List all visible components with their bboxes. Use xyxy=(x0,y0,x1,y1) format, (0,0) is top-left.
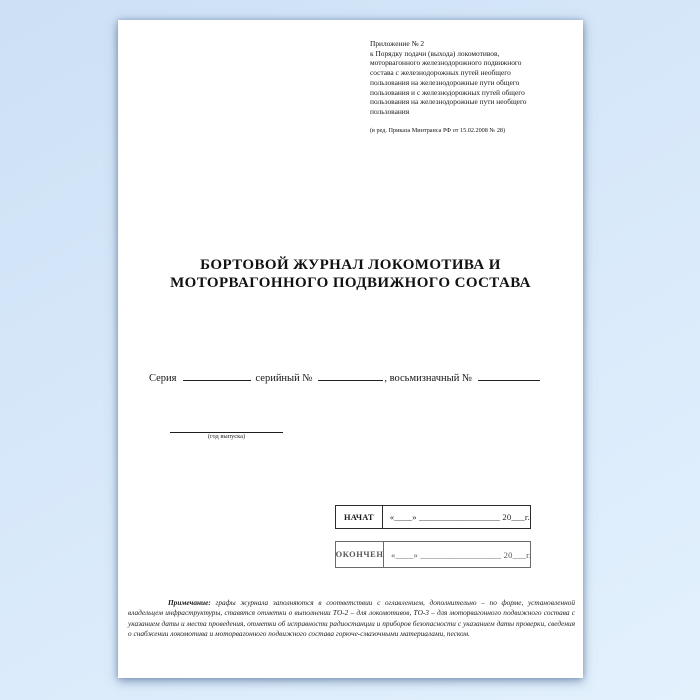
footnote-text: графы журнала заполняются в соответствии с оглавлением, дополнительно – по форме, установленной владельцем инфраструктуры, ставятся отметки о выполнении ТО-2 – для локомотивов, ТО-3 – для моторвагонного подвижного состава с указанием даты и места проведения, отметки об исправности радиостанции и приборов безопасности с указанием даты проверки, сведения о снабжении локомотива и моторвагонного подвижного состава горюче-смазочными материалами, песком. xyxy=(128,598,576,638)
footnote xyxy=(128,598,575,639)
appendix-line: пользования xyxy=(370,106,410,116)
document-page xyxy=(118,20,583,678)
appendix-line: к Порядку подачи (выхода) локомотивов, xyxy=(370,48,500,58)
finished-date-cell xyxy=(384,542,531,567)
eight-digit-blank-field xyxy=(478,370,540,381)
finished-date-box xyxy=(335,541,531,568)
appendix-line: моторвагонного железнодорожного подвижного xyxy=(370,58,522,68)
finished-label-cell xyxy=(336,542,384,567)
appendix-line: состава с железнодорожных путей необщего xyxy=(370,68,511,78)
serial-number-blank-field xyxy=(318,370,383,381)
appendix-line: пользования на железнодорожные пути общего xyxy=(370,77,520,87)
started-date-template: «____» __________________ 20___г. xyxy=(389,512,530,522)
appendix-line: Приложение № 2 xyxy=(370,39,425,48)
started-date-box xyxy=(335,505,531,529)
appendix-line: пользования на железнодорожные пути необщего xyxy=(370,97,527,107)
footnote-label: Примечание: xyxy=(168,598,211,607)
eight-digit-number-label: восьмизначный № xyxy=(389,373,472,384)
year-of-manufacture-field xyxy=(170,432,283,442)
series-label: Серия xyxy=(149,373,177,384)
serial-number-label: серийный № xyxy=(255,373,313,384)
appendix-line: пользования и с железнодорожных путей общего xyxy=(370,87,525,97)
year-of-manufacture-caption: (год выпуска) xyxy=(207,433,246,440)
page-title-line-1: БОРТОВОЙ ЖУРНАЛ ЛОКОМОТИВА И xyxy=(200,257,501,273)
series-blank-field xyxy=(183,370,251,381)
finished-label: ОКОНЧЕН xyxy=(335,550,384,559)
separator-comma: , xyxy=(384,373,387,384)
page-title-line-2: МОТОРВАГОННОГО ПОДВИЖНОГО СОСТАВА xyxy=(170,274,531,291)
series-line xyxy=(149,370,579,384)
started-label: НАЧАТ xyxy=(343,512,374,522)
appendix-header-block xyxy=(370,39,572,135)
page-title xyxy=(118,257,583,292)
revision-note: (в ред. Приказа Минтранса РФ от 15.02.2008 № 28) xyxy=(370,126,506,134)
started-date-cell xyxy=(383,506,530,528)
started-label-cell xyxy=(336,506,383,528)
finished-date-template: «____» __________________ 20___г. xyxy=(391,549,532,560)
